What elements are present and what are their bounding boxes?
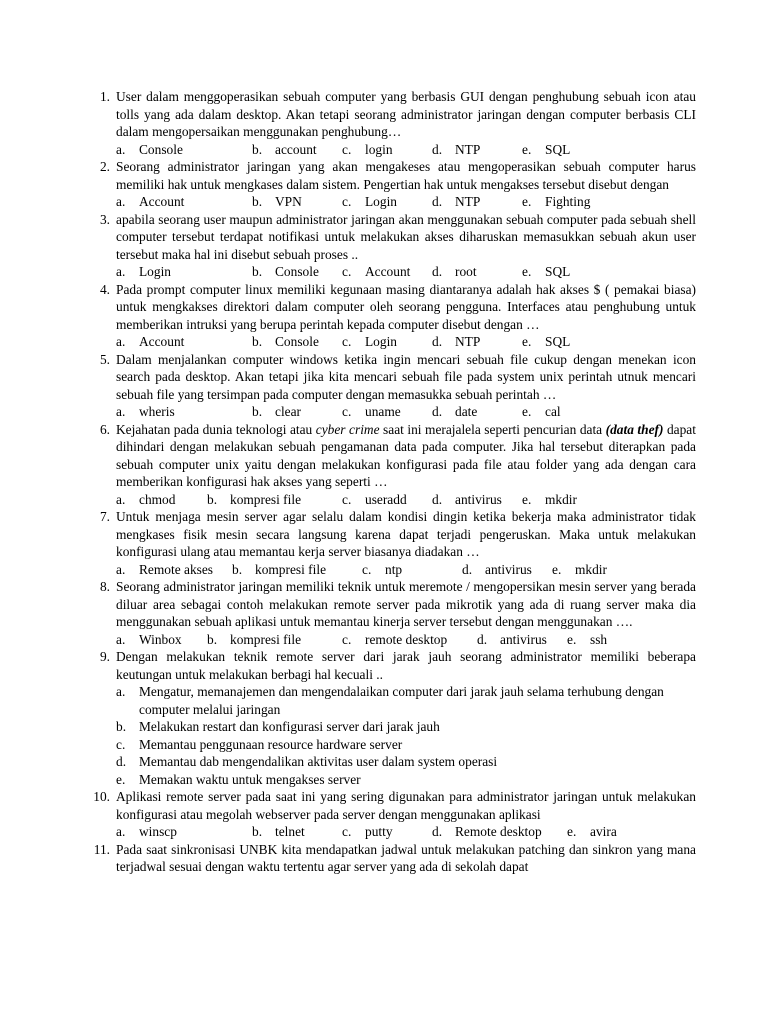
option-e: e. ssh xyxy=(567,631,608,647)
option-b: b. Console xyxy=(252,334,319,349)
option-d: d. date xyxy=(432,404,478,419)
option-b: b. clear xyxy=(252,404,302,419)
option-a: a. Console xyxy=(116,141,183,157)
emphasis-data-thef: (data thef) xyxy=(605,421,664,437)
option-e: e. mkdir xyxy=(552,561,607,577)
option-a: a. Login xyxy=(116,264,171,279)
question-4 xyxy=(99,281,696,351)
option-a: a. winscp xyxy=(116,824,177,839)
option-b: b. VPN xyxy=(252,194,302,209)
question-number: 5. xyxy=(99,351,110,367)
option-c: c. useradd xyxy=(342,491,407,507)
option-c: c. Memantau penggunaan resource hardware server xyxy=(116,736,403,752)
question-2 xyxy=(99,158,696,211)
option-row xyxy=(116,561,696,579)
question-number: 11. xyxy=(93,841,110,857)
question-text: Dalam menjalankan computer windows ketika ingin mencari sebuah file cukup dengan menekan icon search pada desktop. Akan tetapi jika kita mencari sebuah file pada system unix perintah utnuk mencari sebuah file yang tersimpan pada computer dengan memasukka sebuah perintah … xyxy=(116,351,696,402)
option-d: d. root xyxy=(432,264,477,279)
option-b: b. kompresi file xyxy=(207,631,302,647)
option-c: c. login xyxy=(342,141,393,157)
option-d: d. antivirus xyxy=(432,491,502,507)
question-text: User dalam menggoperasikan sebuah computer yang berbasis GUI dengan penghubung sebuah icon atau tolls yang ada dalam desktop. Akan tetapi seorang administrator jaringan dengan computer berbasis CLI dalam mengopersaikan menggunakan penghubung… xyxy=(116,89,696,139)
option-c: c. Login xyxy=(342,334,397,349)
question-text: Untuk menjaga mesin server agar selalu dalam kondisi dingin ketika bekerja maka administrator tidak mengkases fisik mesin secara langsung karena dapat terjadi pengeruskan. Maka untuk melakukan konfigurasi ulang atau memantau kerja server biasanya diadakan … xyxy=(116,509,696,559)
option-e: e. Memakan waktu untuk mengakses server xyxy=(116,771,361,787)
option-row xyxy=(116,193,696,211)
option-a: a. Remote akses xyxy=(116,561,214,577)
question-3 xyxy=(99,211,696,281)
option-a: a. Winbox xyxy=(116,631,182,647)
option-a: a. wheris xyxy=(116,404,175,419)
question-1 xyxy=(99,88,696,158)
question-number: 2. xyxy=(99,159,110,174)
option-d: d. Remote desktop xyxy=(432,824,542,839)
question-5 xyxy=(99,351,696,421)
option-c: c. remote desktop xyxy=(342,631,448,647)
option-e: e. Fighting xyxy=(522,194,591,209)
option-b: b. account xyxy=(252,141,317,157)
option-row xyxy=(116,333,696,351)
option-row xyxy=(116,141,696,159)
option-e: e. mkdir xyxy=(522,491,577,507)
question-text: Pada prompt computer linux memiliki kegunaan masing diantaranya adalah hak akses $ ( pemakai biasa) untuk mengkakses direktori dalam computer oleh seorang pengguna. Interfaces atau penghubung untuk memberikan intruksi yang berupa perintah kepada computer disebut dengan … xyxy=(116,281,696,332)
question-number: 3. xyxy=(99,211,110,227)
question-text: Seorang administrator jaringan memiliki teknik untuk meremote / mengopersikan mesin server yang berada diluar area sebagai contoh melakukan remote server pada mikrotik yang ada di ruang server maka dia menggunakan sebuah aplikasi untuk memantau kinerja server tersebut dengan menggunakan …. xyxy=(116,579,696,629)
option-d: d. NTP xyxy=(432,334,481,349)
question-number: 1. xyxy=(99,89,110,104)
question-number: 6. xyxy=(99,421,110,437)
option-b: b. kompresi file xyxy=(232,561,327,577)
question-number: 7. xyxy=(99,509,110,524)
option-c: c. ntp xyxy=(362,561,403,577)
question-number: 9. xyxy=(99,649,110,664)
question-text: apabila seorang user maupun administrator jaringan akan menggunakan sebuah computer pada sebuah shell computer tersebut terdapat notifikasi untuk melakukan akses diharuskan memasukkan sebuah akun user tersebut maka hal ini disebut sebuah proses .. xyxy=(116,211,696,262)
option-b: b. Console xyxy=(252,264,319,279)
question-10 xyxy=(93,788,696,841)
option-row xyxy=(116,403,696,421)
option-b: b. Melakukan restart dan konfigurasi server dari jarak jauh xyxy=(116,719,440,734)
question-11 xyxy=(93,841,696,876)
option-row xyxy=(116,631,696,649)
option-d: d. antivirus xyxy=(462,561,532,577)
question-text: Dengan melakukan teknik remote server dari jarak jauh seorang administrator memiliki beberapa keutungan untuk melakukan berbagi hal kecuali .. xyxy=(116,649,696,682)
question-number: 4. xyxy=(99,281,110,297)
option-c: c. Login xyxy=(342,194,397,209)
option-d: d. antivirus xyxy=(477,631,547,647)
question-7 xyxy=(99,508,696,578)
option-row xyxy=(116,823,696,841)
question-text: Pada saat sinkronisasi UNBK kita mendapatkan jadwal untuk melakukan patching dan sinkron yang mana terjadwal sesuai dengan waktu tertentu agar server yang ada di sekolah dapat xyxy=(116,841,696,874)
question-text: Kejahatan pada dunia teknologi atau cyber crime saat ini merajalela seperti pencurian data (data thef) dapat dihindari dengan melakukan sebuah pengamanan data pada computer. Jika hal tersebut diterapkan pada sebuah computer unix yaitu dengan melakukan konfigurasi pada file atau folder yang ada dengan cara memberikan konfigurasi hak akses yang seperti … xyxy=(116,421,696,489)
option-a: a. Account xyxy=(116,334,185,349)
option-e: e. SQL xyxy=(522,334,571,349)
option-d: d. NTP xyxy=(432,194,481,209)
question-6 xyxy=(99,421,696,509)
option-row xyxy=(116,263,696,281)
option-e: e. cal xyxy=(522,404,561,419)
option-c: c. putty xyxy=(342,824,393,839)
question-number: 10. xyxy=(93,789,110,804)
option-e: e. SQL xyxy=(522,141,571,157)
option-b: b. kompresi file xyxy=(207,491,302,507)
option-d: d. NTP xyxy=(432,141,481,157)
emphasis-cyber-crime: cyber crime xyxy=(315,421,380,437)
quiz-page xyxy=(0,88,768,876)
question-text: Aplikasi remote server pada saat ini yang sering digunakan para administrator jaringan untuk melakukan konfigurasi atau megolah webserver pada server dengan menggunakan aplikasi xyxy=(116,789,696,822)
question-9 xyxy=(99,648,696,788)
option-a: a. chmod xyxy=(116,491,176,507)
question-text: Seorang administrator jaringan yang akan mengakeses atau mengoperasikan sebuah computer harus memiliki hak untuk mengkases dalam sistem. Pengertian hak untuk mengakses tersebut disebut dengan xyxy=(116,159,696,192)
option-e: e. SQL xyxy=(522,264,571,279)
question-number: 8. xyxy=(99,579,110,594)
option-a: a. Account xyxy=(116,194,185,209)
option-c: c. Account xyxy=(342,264,411,279)
option-c: c. uname xyxy=(342,404,401,419)
question-8 xyxy=(99,578,696,648)
option-a: a. Mengatur, memanajemen dan mengendalaikan computer dari jarak jauh selama terhubung dengan computer melalui jaringan xyxy=(116,684,664,717)
option-e: e. avira xyxy=(567,824,617,839)
option-row xyxy=(116,491,696,509)
option-b: b. telnet xyxy=(252,824,305,839)
option-d: d. Memantau dab mengendalikan aktivitas user dalam system operasi xyxy=(116,754,498,769)
